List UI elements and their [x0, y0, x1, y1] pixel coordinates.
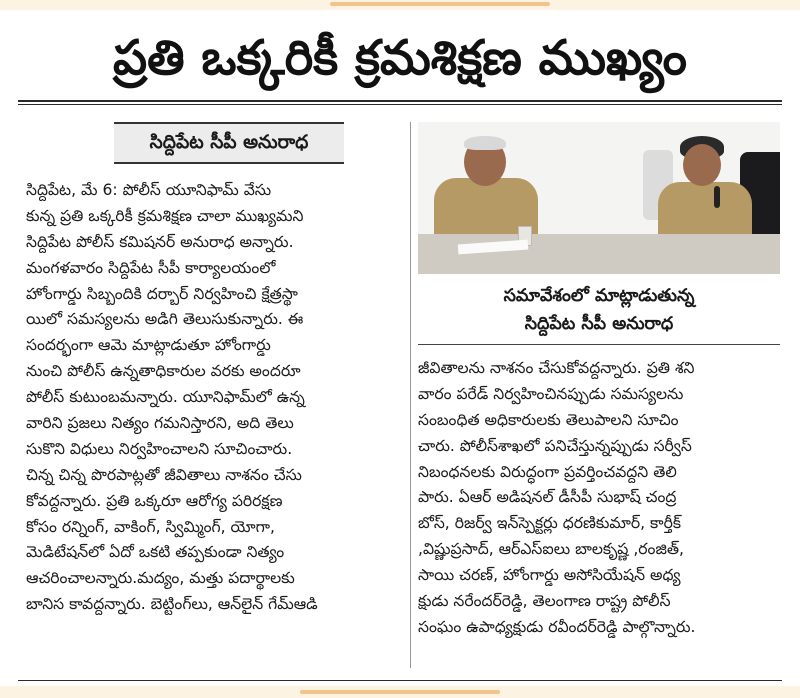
left-line: ఆచరించాలన్నారు.మద్యం, మత్తు పదార్థాలకు — [26, 569, 295, 588]
bottom-brush-stroke — [300, 690, 500, 694]
headline-rule-bottom — [18, 104, 782, 105]
left-line: సుకొని విధులు నిర్వహించాలని సూచించారు. — [26, 439, 293, 458]
officer-head — [683, 144, 721, 186]
right-article-body — [418, 356, 780, 641]
caption-rule — [418, 344, 780, 345]
photo-table — [418, 234, 780, 274]
left-line: కున్న ప్రతి ఒక్కరికీ క్రమశిక్షణ చాలా ముఖ్యమని — [26, 206, 304, 225]
left-article-body — [26, 178, 406, 618]
photo-caption — [418, 282, 780, 338]
right-line: సంఘం ఉపాధ్యక్షుడు రవీందర్‌రెడ్డి పాల్గొన్నారు. — [418, 617, 696, 636]
left-line: నుంచి పోలీస్ ఉన్నతాధికారుల వరకు అందరూ — [26, 362, 301, 381]
microphone-icon — [714, 186, 720, 208]
subhead: సిద్దిపేట సీపీ అనురాధ — [114, 122, 344, 164]
left-line: మెడిటేషన్‌లో ఏదో ఒకటి తప్పకుండా నిత్యం — [26, 543, 285, 562]
right-line: బోస్, రిజర్వ్ ఇన్‌స్పెక్టర్లు ధరణికుమార్, కార్తీక్ — [418, 514, 681, 533]
left-line: సిద్దిపేట పోలీస్ కమిషనర్ అనురాధ అన్నారు. — [26, 232, 294, 251]
top-brush-stroke — [330, 2, 550, 6]
right-line: ,విష్ణుప్రసాద్, ఆర్‌ఎస్ఐలు బాలకృష్ణ ,రంజిత్, — [418, 540, 684, 559]
right-line: వారం పరేడ్ నిర్వహించినప్పుడు సమస్యలను — [418, 384, 684, 403]
left-line: కోసం రన్నింగ్, వాకింగ్, స్విమ్మింగ్, యోగా, — [26, 517, 275, 536]
caption-line: సమావేశంలో మాట్లాడుతున్న — [503, 286, 695, 306]
right-line: పారు. ఏఆర్ అడిషనల్ డీసీపీ సుభాష్ చంద్ర — [418, 488, 677, 507]
right-line: సంబంధిత అధికారులకు తెలుపాలని సూచిం — [418, 410, 679, 429]
officer-hair — [464, 136, 506, 150]
bottom-decoration-strip — [0, 686, 800, 698]
top-decoration-strip — [0, 0, 800, 10]
headline: ప్రతి ఒక్కరికీ క్రమశిక్షణ ముఖ్యం — [113, 30, 687, 86]
left-line: కోవద్దన్నారు. ప్రతి ఒక్కరూ ఆరోగ్య పరిరక్షణ — [26, 491, 283, 510]
left-line: మంగళవారం సిద్దిపేట సీపీ కార్యాలయంలో — [26, 258, 276, 277]
left-line: బానిస కావద్దన్నారు. బెట్టింగ్‌లు, ఆన్‌లైన్ గేమ్‌ఆడి — [26, 595, 318, 614]
right-line: నిబంధనలకు విరుద్ధంగా ప్రవర్తించవద్దని తెలి — [418, 462, 677, 481]
headline-rule-top — [18, 100, 782, 102]
right-line: క్షుడు నరేందర్‌రెడ్డి, తెలంగాణ రాష్ట్ర పోలీస్ — [418, 592, 671, 611]
footer-rule — [18, 680, 782, 681]
left-line: యిలో సమస్యలను అడిగి తెలుసుకున్నారు. ఈ — [26, 310, 304, 329]
right-column — [418, 122, 780, 670]
left-line: సందర్భంగా ఆమె మాట్లాడుతూ హోంగార్డు — [26, 336, 271, 355]
left-line: సిద్దిపేట, మే 6: పోలీస్ యూనిఫామ్ వేసు — [26, 181, 272, 199]
right-line: జీవితాలను నాశనం చేసుకోవద్దన్నారు. ప్రతి శని — [418, 359, 695, 377]
left-line: పోలీస్ కుటుంబమన్నారు. యూనిఫామ్‌లో ఉన్న — [26, 388, 305, 407]
right-line: సాయి చరణ్, హోంగార్డు అసోసియేషన్ అధ్య — [418, 566, 681, 585]
left-line: వారిని ప్రజలు నిత్యం గమనిస్తారని, అది తెలు — [26, 414, 294, 433]
column-divider — [410, 122, 411, 668]
caption-line: సిద్దిపేట సీపీ అనురాధ — [524, 314, 674, 334]
photo-officer-right — [650, 136, 760, 246]
news-photo — [418, 122, 780, 274]
left-column — [26, 118, 406, 670]
right-line: చారు. పోలీస్‌శాఖలో పనిచేస్తున్నప్పుడు సర్వీస్ — [418, 436, 692, 455]
left-line: హోంగార్డు సిబ్బందికి దర్బార్ నిర్వహించి క్షేత్రస్థా — [26, 284, 298, 303]
left-line: చిన్న చిన్న పొరపాట్లతో జీవితాలు నాశనం చేసు — [26, 465, 302, 484]
